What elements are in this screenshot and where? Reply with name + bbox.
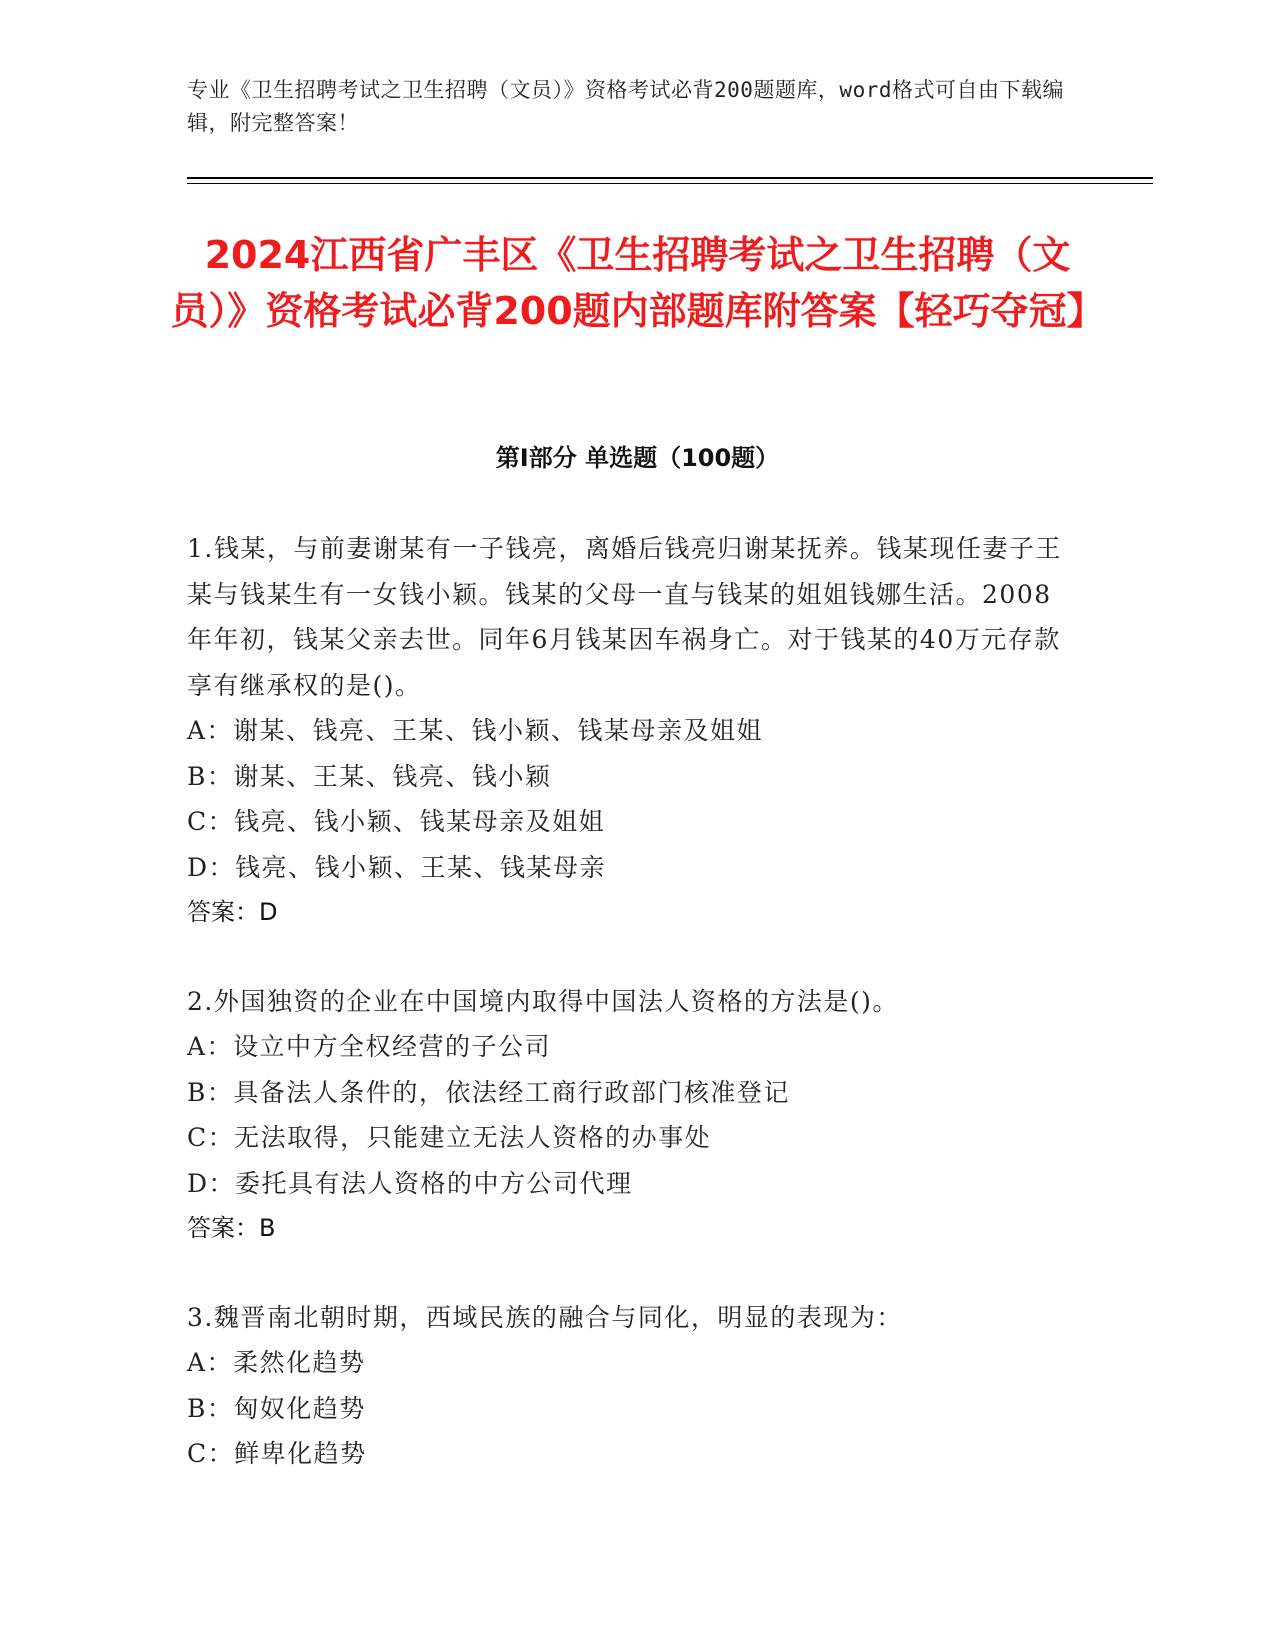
option-c: C：无法取得，只能建立无法人资格的办事处 — [187, 1123, 712, 1152]
option-c: C：钱亮、钱小颖、钱某母亲及姐姐 — [187, 807, 606, 836]
header-rule-thin — [187, 183, 1153, 184]
header-note: 专业《卫生招聘考试之卫生招聘（文员）》资格考试必背200题题库，word格式可自由下载编辑，附完整答案！ — [187, 78, 1064, 135]
header-rule — [187, 177, 1153, 179]
option-a: A：设立中方全权经营的子公司 — [187, 1032, 552, 1061]
section-heading: 第Ⅰ部分 单选题（100题） — [495, 444, 780, 472]
answer: 答案：B — [187, 1214, 276, 1242]
option-a: A：谢某、钱亮、王某、钱小颖、钱某母亲及姐姐 — [187, 716, 764, 745]
option-d: D：委托具有法人资格的中方公司代理 — [187, 1168, 633, 1198]
question-2 — [187, 979, 1072, 1252]
option-c: C：鲜卑化趋势 — [187, 1439, 367, 1468]
question-stem: 2.外国独资的企业在中国境内取得中国法人资格的方法是()。 — [187, 986, 899, 1016]
document-title: 2024江西省广丰区《卫生招聘考试之卫生招聘（文员）》资格考试必背200题内部题库附答案【轻巧夺冠】 — [170, 233, 1105, 333]
option-a: A：柔然化趋势 — [187, 1348, 366, 1377]
option-b: B：谢某、王某、钱亮、钱小颖 — [187, 761, 552, 791]
question-1 — [187, 526, 1072, 936]
answer: 答案：D — [187, 898, 278, 926]
option-b: B：具备法人条件的，依法经工商行政部门核准登记 — [187, 1077, 790, 1107]
question-list — [187, 526, 1072, 1520]
option-b: B：匈奴化趋势 — [187, 1393, 366, 1423]
question-3 — [187, 1295, 1072, 1477]
question-stem: 1.钱某，与前妻谢某有一子钱亮，离婚后钱亮归谢某抚养。钱某现任妻子王某与钱某生有一女钱小颖。钱某的父母一直与钱某的姐姐钱娜生活。2008年年初，钱某父亲去世。同年6月钱某因车祸身亡。对于钱某的40万元存款享有继承权的是()。 — [187, 534, 1062, 700]
option-d: D：钱亮、钱小颖、王某、钱某母亲 — [187, 852, 607, 882]
question-stem: 3.魏晋南北朝时期，西域民族的融合与同化，明显的表现为： — [187, 1302, 903, 1332]
